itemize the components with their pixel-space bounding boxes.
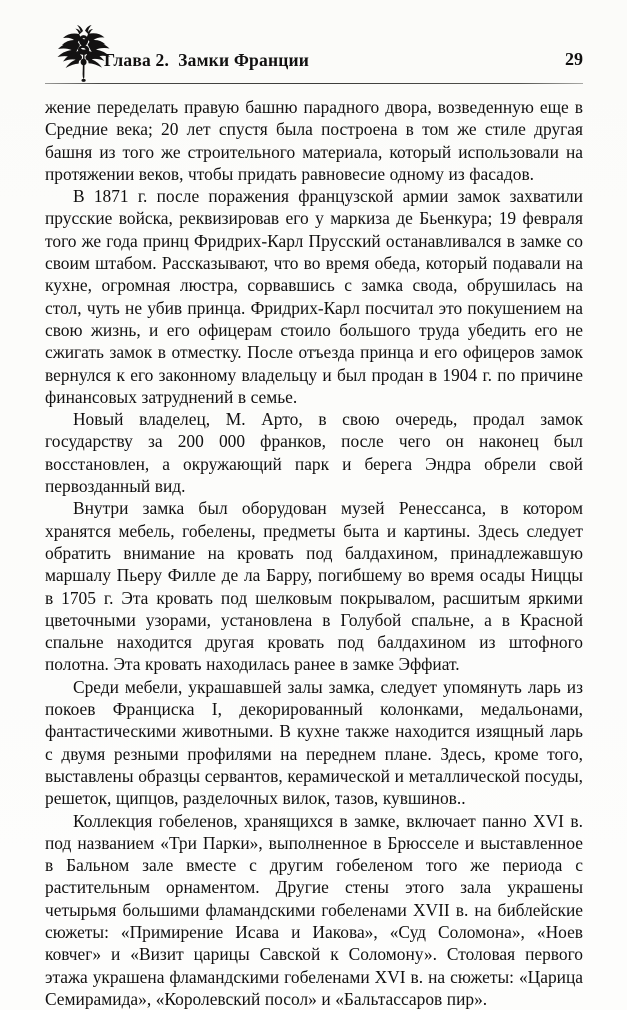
paragraph: жение переделать правую башню парадного двора, возведенную еще в Средние века; 20 лет спустя была построена в том же стиле другая башня из того же строительного материала, который использовали на протяжении веков, чтобы придать равновесие одному из фасадов. [45,96,583,185]
paragraph: В 1871 г. после поражения французской армии замок захватили прусские войска, реквизировав его у маркиза де Бьенкура; 19 февраля того же года принц Фридрих-Карл Прусский останавливался в замке со своим штабом. Рассказывают, что во время обеда, который подавали на кухне, огромная люстра, сорвавшись с замка свода, обрушилась на стол, чуть не убив принца. Фридрих-Карл посчитал это покушением на свою жизнь, и его офицерам стоило большого труда убедить его не сжигать замок в отместку. После отъезда принца и его офицеров замок вернулся к его законному владельцу и был продан в 1904 г. по причине финансовых затруднений в семье. [45,185,583,408]
header-rule [45,83,583,84]
paragraph: Новый владелец, М. Арто, в свою очередь, продал замок государству за 200 000 франков, после чего он наконец был восстановлен, а окружающий парк и берега Эндра обрели свой первозданный вид. [45,408,583,497]
paragraph: Коллекция гобеленов, хранящихся в замке, включает панно XVI в. под названием «Три Парки», выполненное в Брюсселе и выставленное в Бальном зале вместе с другим гобеленом того же периода с растительным орнаментом. Другие стены этого зала украшены четырьмя большими фламандскими гобеленами XVII в. на библейские сюжеты: «Примирение Исава и Иакова», «Суд Соломона», «Ноев ковчег» и «Визит царицы Савской к Соломону». Столовая первого этажа украшена фламандскими гобеленами XVI в. на сюжеты: «Царица Семирамида», «Королевский посол» и «Бальтассаров пир». [45,810,583,1010]
paragraph: Внутри замка был оборудован музей Ренессанса, в котором хранятся мебель, гобелены, предметы быта и картины. Здесь следует обратить внимание на кровать под балдахином, принадлежавшую маршалу Пьеру Филле де ла Барру, погибшему во время осады Ниццы в 1705 г. Эта кровать под шелковым покрывалом, расшитым яркими цветочными узорами, установлена в Голубой спальне, а в Красной спальне находится другая кровать под балдахином из штофного полотна. Эта кровать находилась ранее в замке Эффиат. [45,497,583,675]
paragraph: Среди мебели, украшавшей залы замка, следует упомянуть ларь из покоев Франциска I, декорированный колонками, медальонами, фантастическими животными. В кухне также находится изящный ларь с двумя резными профилями на переднем плане. Здесь, кроме того, выставлены образцы сервантов, керамической и металлической посуды, решеток, щипцов, разделочных вилок, тазов, кувшинов.. [45,676,583,810]
page-number: 29 [565,49,583,70]
body-text [45,96,583,1010]
page-content [45,0,583,1000]
running-head-chapter-title: Глава 2. Замки Франции [104,50,309,71]
page-header [45,0,583,84]
